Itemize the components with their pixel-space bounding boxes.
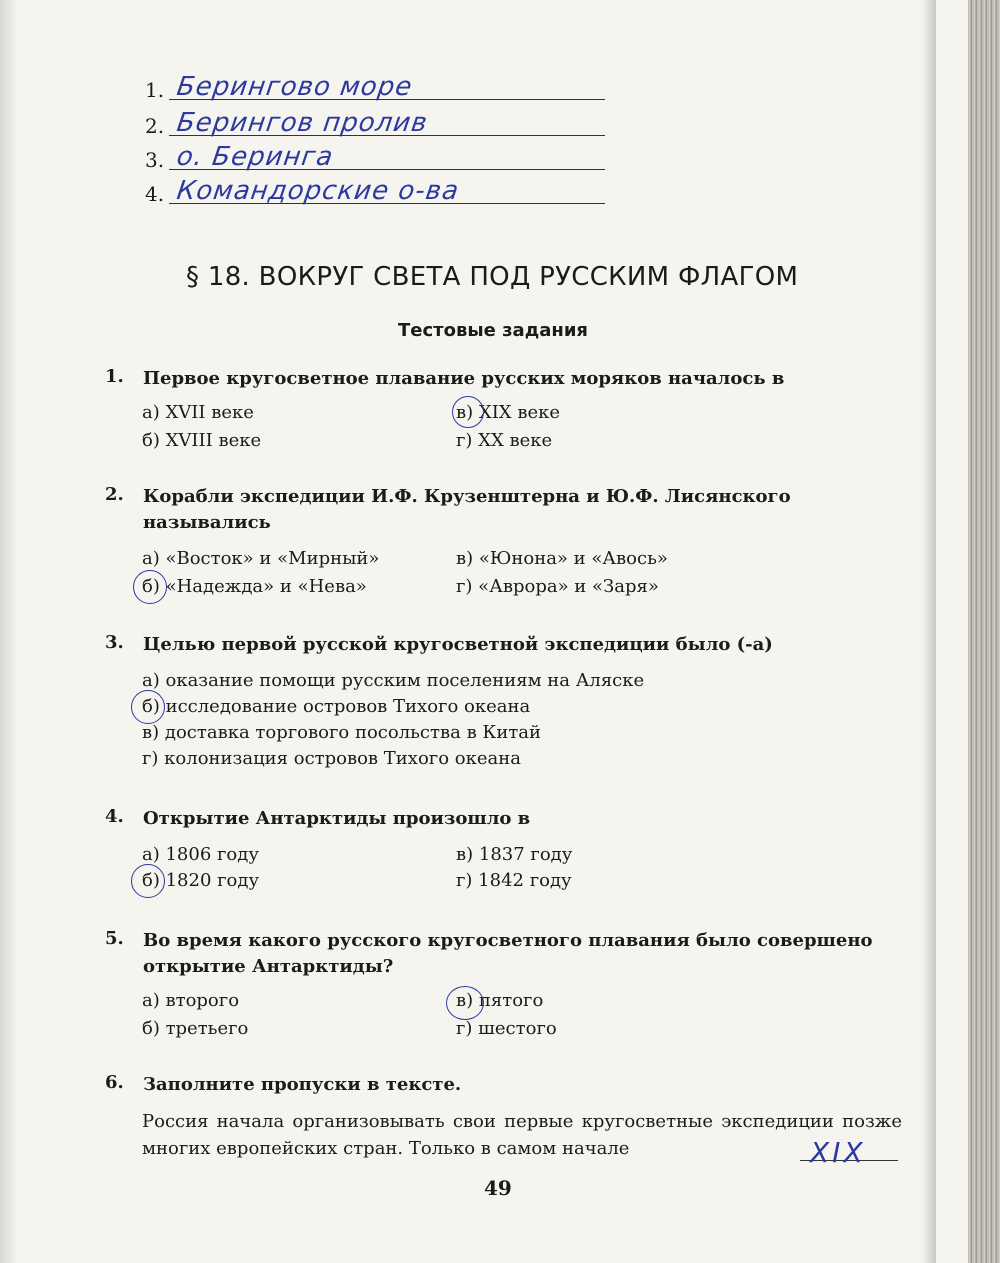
question-text: Открытие Антарктиды произошло в: [143, 808, 531, 829]
option-a: а) «Восток» и «Мирный»: [142, 548, 380, 569]
fill-in-paragraph: Россия начала организовывать свои первые кругосветные экспедиции позже многих европейских стран. Только в самом начале: [142, 1111, 902, 1159]
option-a: а) XVII веке: [142, 402, 254, 423]
question-number: 2.: [105, 484, 124, 505]
option-g: г) шестого: [456, 1018, 557, 1039]
option-v: в) «Юнона» и «Авось»: [456, 548, 668, 569]
page-number: 49: [484, 1176, 512, 1200]
handwritten-answer: Берингов пролив: [174, 108, 430, 138]
option-b: б) XVIII веке: [142, 430, 262, 451]
question-text: Во время какого русского кругосветного плавания было совершено открытие Антарктиды?: [143, 930, 873, 977]
question-number: 5.: [105, 928, 124, 949]
selected-answer-circle: [131, 690, 165, 724]
question-text: Первое кругосветное плавание русских моряков началось в: [143, 368, 785, 389]
answer-number: 1.: [145, 78, 165, 102]
subtitle: Тестовые задания: [398, 320, 588, 341]
option-v: в) 1837 году: [456, 844, 573, 865]
option-b: б) 1820 году: [142, 870, 260, 891]
handwritten-answer: Командорские о-ва: [174, 176, 462, 206]
selected-answer-circle: [131, 864, 165, 898]
answer-number: 2.: [145, 114, 165, 138]
option-a: а) 1806 году: [142, 844, 259, 865]
option-a: а) второго: [142, 990, 240, 1011]
handwritten-fill-answer: XIX: [810, 1136, 866, 1169]
option-g: г) «Аврора» и «Заря»: [456, 576, 659, 597]
spine-shadow: [0, 0, 18, 1263]
page-edge-shadow: [922, 0, 936, 1263]
question-number: 4.: [105, 806, 124, 827]
answer-line-4: [145, 176, 605, 208]
option-g: г) 1842 году: [456, 870, 572, 891]
option-g: г) XX веке: [456, 430, 553, 451]
question-number: 6.: [105, 1072, 124, 1093]
question-number: 3.: [105, 632, 124, 653]
book-page-edges: [968, 0, 1000, 1263]
option-v: в) XIX веке: [456, 402, 561, 423]
handwritten-answer: Берингово море: [174, 72, 415, 102]
option-b: б) третьего: [142, 1018, 249, 1039]
answer-number: 4.: [145, 182, 165, 206]
handwritten-answer: о. Беринга: [174, 142, 336, 172]
answer-line-1: [145, 72, 605, 104]
selected-answer-circle: [133, 570, 167, 604]
selected-answer-circle: [452, 396, 484, 428]
question-number: 1.: [105, 366, 124, 387]
answer-line-2: [145, 108, 605, 140]
question-text: Корабли экспедиции И.Ф. Крузенштерна и Ю.Ф. Лисянского назывались: [143, 486, 791, 533]
option-g: г) колонизация островов Тихого океана: [142, 748, 521, 769]
question-text: Заполните пропуски в тексте.: [143, 1074, 462, 1095]
selected-answer-circle: [446, 986, 484, 1020]
option-v: в) доставка торгового посольства в Китай: [142, 722, 542, 743]
option-b: б) «Надежда» и «Нева»: [142, 576, 367, 597]
option-v: в) пятого: [456, 990, 544, 1011]
answer-number: 3.: [145, 148, 165, 172]
answer-line-3: [145, 142, 605, 174]
question-text: Целью первой русской кругосветной экспедиции было (-а): [143, 634, 773, 655]
section-title: § 18. ВОКРУГ СВЕТА ПОД РУССКИМ ФЛАГОМ: [186, 262, 799, 292]
option-a: а) оказание помощи русским поселениям на Аляске: [142, 670, 645, 691]
option-b: б) исследование островов Тихого океана: [142, 696, 531, 717]
